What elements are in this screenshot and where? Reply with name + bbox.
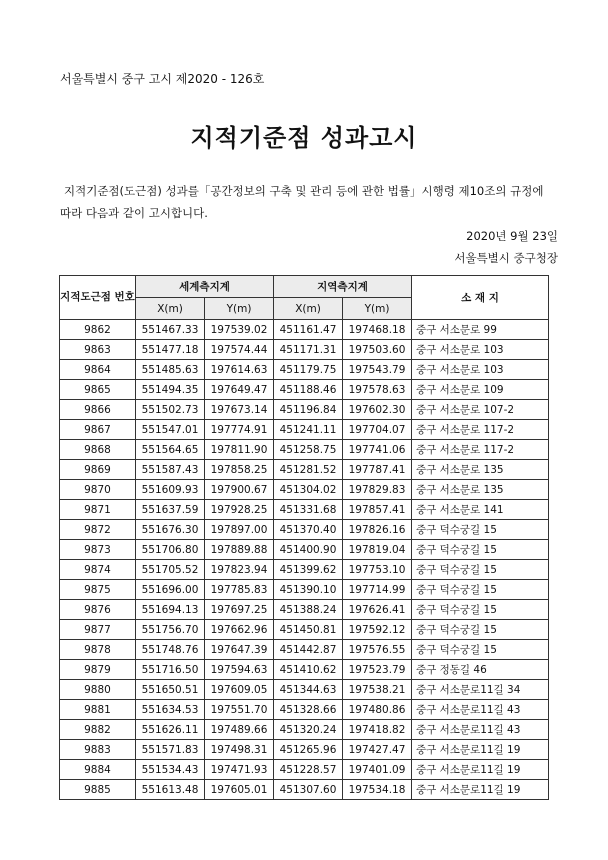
cell-local-y: 197714.99 xyxy=(343,580,412,600)
cell-local-x: 451370.40 xyxy=(274,520,343,540)
cell-local-y: 197787.41 xyxy=(343,460,412,480)
table-row xyxy=(60,600,549,620)
notice-number: 서울특별시 중구 고시 제2020 - 126호 xyxy=(60,72,265,86)
cell-world-x: 551626.11 xyxy=(136,720,205,740)
notice-date: 2020년 9월 23일 xyxy=(466,229,558,243)
cell-world-y: 197662.96 xyxy=(205,620,274,640)
cell-location: 중구 덕수궁길 15 xyxy=(412,620,549,640)
cell-point-number: 9878 xyxy=(60,640,136,660)
cell-point-number: 9869 xyxy=(60,460,136,480)
cell-point-number: 9862 xyxy=(60,320,136,340)
cell-local-x: 451328.66 xyxy=(274,700,343,720)
cell-world-y: 197823.94 xyxy=(205,560,274,580)
cell-point-number: 9881 xyxy=(60,700,136,720)
table-row xyxy=(60,480,549,500)
cell-world-y: 197897.00 xyxy=(205,520,274,540)
cell-location: 중구 서소문로 99 xyxy=(412,320,549,340)
cell-point-number: 9874 xyxy=(60,560,136,580)
cell-local-y: 197753.10 xyxy=(343,560,412,580)
cell-world-x: 551494.35 xyxy=(136,380,205,400)
cell-local-x: 451442.87 xyxy=(274,640,343,660)
cell-point-number: 9872 xyxy=(60,520,136,540)
cell-point-number: 9879 xyxy=(60,660,136,680)
cell-location: 중구 서소문로11길 19 xyxy=(412,760,549,780)
cell-local-x: 451450.81 xyxy=(274,620,343,640)
cell-world-x: 551477.18 xyxy=(136,340,205,360)
cell-point-number: 9882 xyxy=(60,720,136,740)
cell-local-y: 197602.30 xyxy=(343,400,412,420)
cell-point-number: 9867 xyxy=(60,420,136,440)
cell-location: 중구 덕수궁길 15 xyxy=(412,580,549,600)
cell-location: 중구 서소문로11길 19 xyxy=(412,780,549,800)
table-row xyxy=(60,700,549,720)
cell-world-y: 197649.47 xyxy=(205,380,274,400)
cell-world-y: 197605.01 xyxy=(205,780,274,800)
cell-location: 중구 서소문로 103 xyxy=(412,360,549,380)
cell-world-x: 551634.53 xyxy=(136,700,205,720)
header-world-geodetic-system: 세계측지계 xyxy=(136,276,274,298)
table-row xyxy=(60,560,549,580)
cell-location: 중구 정동길 46 xyxy=(412,660,549,680)
cell-world-y: 197889.88 xyxy=(205,540,274,560)
cell-location: 중구 덕수궁길 15 xyxy=(412,520,549,540)
cell-world-y: 197673.14 xyxy=(205,400,274,420)
cell-local-y: 197829.83 xyxy=(343,480,412,500)
cell-local-y: 197857.41 xyxy=(343,500,412,520)
cell-point-number: 9876 xyxy=(60,600,136,620)
cell-local-x: 451307.60 xyxy=(274,780,343,800)
cell-local-y: 197576.55 xyxy=(343,640,412,660)
cell-location: 중구 서소문로 135 xyxy=(412,460,549,480)
cell-world-y: 197471.93 xyxy=(205,760,274,780)
cell-location: 중구 서소문로11길 43 xyxy=(412,700,549,720)
cell-world-y: 197647.39 xyxy=(205,640,274,660)
cell-local-x: 451331.68 xyxy=(274,500,343,520)
cell-local-y: 197418.82 xyxy=(343,720,412,740)
cell-point-number: 9864 xyxy=(60,360,136,380)
header-local-geodetic-system: 지역측지계 xyxy=(274,276,412,298)
header-location: 소 재 지 xyxy=(412,276,549,320)
cell-local-x: 451400.90 xyxy=(274,540,343,560)
cell-local-x: 451188.46 xyxy=(274,380,343,400)
cell-local-x: 451281.52 xyxy=(274,460,343,480)
cell-local-y: 197741.06 xyxy=(343,440,412,460)
cell-world-x: 551485.63 xyxy=(136,360,205,380)
table-row xyxy=(60,740,549,760)
table-row xyxy=(60,760,549,780)
cell-point-number: 9885 xyxy=(60,780,136,800)
cell-world-y: 197614.63 xyxy=(205,360,274,380)
cell-local-y: 197578.63 xyxy=(343,380,412,400)
cell-local-y: 197592.12 xyxy=(343,620,412,640)
cell-local-x: 451304.02 xyxy=(274,480,343,500)
cell-local-x: 451171.31 xyxy=(274,340,343,360)
control-point-table xyxy=(59,275,549,800)
cell-location: 중구 서소문로 107-2 xyxy=(412,400,549,420)
cell-local-x: 451344.63 xyxy=(274,680,343,700)
table-row xyxy=(60,400,549,420)
header-local-y: Y(m) xyxy=(343,298,412,320)
table-row xyxy=(60,440,549,460)
table-row xyxy=(60,520,549,540)
cell-local-y: 197819.04 xyxy=(343,540,412,560)
cell-location: 중구 덕수궁길 15 xyxy=(412,640,549,660)
cell-world-y: 197785.83 xyxy=(205,580,274,600)
cell-world-x: 551564.65 xyxy=(136,440,205,460)
cell-local-x: 451410.62 xyxy=(274,660,343,680)
table-row xyxy=(60,680,549,700)
cell-local-x: 451258.75 xyxy=(274,440,343,460)
table-row xyxy=(60,380,549,400)
cell-point-number: 9863 xyxy=(60,340,136,360)
cell-local-x: 451265.96 xyxy=(274,740,343,760)
issuer-name: 서울특별시 중구청장 xyxy=(454,251,558,265)
table-row xyxy=(60,780,549,800)
cell-point-number: 9875 xyxy=(60,580,136,600)
cell-point-number: 9880 xyxy=(60,680,136,700)
cell-world-x: 551696.00 xyxy=(136,580,205,600)
cell-local-x: 451228.57 xyxy=(274,760,343,780)
cell-world-y: 197489.66 xyxy=(205,720,274,740)
cell-point-number: 9866 xyxy=(60,400,136,420)
cell-point-number: 9884 xyxy=(60,760,136,780)
table-row xyxy=(60,320,549,340)
cell-world-x: 551756.70 xyxy=(136,620,205,640)
cell-world-x: 551534.43 xyxy=(136,760,205,780)
table-header-row xyxy=(60,276,549,298)
table-row xyxy=(60,540,549,560)
cell-local-y: 197626.41 xyxy=(343,600,412,620)
cell-local-y: 197427.47 xyxy=(343,740,412,760)
cell-local-y: 197543.79 xyxy=(343,360,412,380)
notice-body-text: 지적기준점(도근점) 성과를「공간정보의 구축 및 관리 등에 관한 법률」시행령 제10조의 규정에 따라 다음과 같이 고시합니다. xyxy=(60,184,544,220)
table-row xyxy=(60,420,549,440)
cell-location: 중구 서소문로 109 xyxy=(412,380,549,400)
cell-world-x: 551609.93 xyxy=(136,480,205,500)
cell-location: 중구 덕수궁길 15 xyxy=(412,600,549,620)
cell-local-y: 197538.21 xyxy=(343,680,412,700)
cell-point-number: 9873 xyxy=(60,540,136,560)
cell-local-y: 197523.79 xyxy=(343,660,412,680)
cell-location: 중구 서소문로 135 xyxy=(412,480,549,500)
cell-local-x: 451390.10 xyxy=(274,580,343,600)
cell-world-x: 551547.01 xyxy=(136,420,205,440)
cell-local-x: 451196.84 xyxy=(274,400,343,420)
cell-location: 중구 서소문로 117-2 xyxy=(412,440,549,460)
header-world-y: Y(m) xyxy=(205,298,274,320)
cell-point-number: 9865 xyxy=(60,380,136,400)
cell-local-x: 451320.24 xyxy=(274,720,343,740)
cell-point-number: 9870 xyxy=(60,480,136,500)
cell-local-y: 197468.18 xyxy=(343,320,412,340)
cell-world-y: 197594.63 xyxy=(205,660,274,680)
cell-world-y: 197774.91 xyxy=(205,420,274,440)
table-row xyxy=(60,640,549,660)
cell-world-y: 197811.90 xyxy=(205,440,274,460)
cell-local-y: 197534.18 xyxy=(343,780,412,800)
cell-world-y: 197609.05 xyxy=(205,680,274,700)
cell-point-number: 9868 xyxy=(60,440,136,460)
cell-world-x: 551706.80 xyxy=(136,540,205,560)
cell-world-x: 551587.43 xyxy=(136,460,205,480)
cell-world-x: 551467.33 xyxy=(136,320,205,340)
header-point-number: 지적도근점 번호 xyxy=(60,276,136,320)
cell-world-y: 197539.02 xyxy=(205,320,274,340)
table-row xyxy=(60,340,549,360)
cell-local-y: 197480.86 xyxy=(343,700,412,720)
cell-local-x: 451241.11 xyxy=(274,420,343,440)
header-local-x: X(m) xyxy=(274,298,343,320)
cell-local-y: 197503.60 xyxy=(343,340,412,360)
cell-local-y: 197401.09 xyxy=(343,760,412,780)
table-row xyxy=(60,360,549,380)
cell-location: 중구 서소문로 103 xyxy=(412,340,549,360)
cell-local-x: 451399.62 xyxy=(274,560,343,580)
cell-world-x: 551502.73 xyxy=(136,400,205,420)
cell-world-x: 551694.13 xyxy=(136,600,205,620)
cell-world-y: 197498.31 xyxy=(205,740,274,760)
table-row xyxy=(60,660,549,680)
cell-local-y: 197704.07 xyxy=(343,420,412,440)
cell-world-y: 197858.25 xyxy=(205,460,274,480)
cell-location: 중구 덕수궁길 15 xyxy=(412,560,549,580)
cell-world-x: 551748.76 xyxy=(136,640,205,660)
cell-local-y: 197826.16 xyxy=(343,520,412,540)
table-row xyxy=(60,620,549,640)
cell-location: 중구 서소문로 117-2 xyxy=(412,420,549,440)
cell-world-x: 551637.59 xyxy=(136,500,205,520)
cell-world-x: 551571.83 xyxy=(136,740,205,760)
cell-world-y: 197551.70 xyxy=(205,700,274,720)
table-row xyxy=(60,500,549,520)
table-row xyxy=(60,720,549,740)
table-row xyxy=(60,460,549,480)
cell-location: 중구 덕수궁길 15 xyxy=(412,540,549,560)
cell-location: 중구 서소문로11길 19 xyxy=(412,740,549,760)
cell-point-number: 9883 xyxy=(60,740,136,760)
cell-world-x: 551716.50 xyxy=(136,660,205,680)
cell-local-x: 451388.24 xyxy=(274,600,343,620)
header-world-x: X(m) xyxy=(136,298,205,320)
cell-world-y: 197697.25 xyxy=(205,600,274,620)
cell-local-x: 451179.75 xyxy=(274,360,343,380)
cell-point-number: 9871 xyxy=(60,500,136,520)
cell-location: 중구 서소문로11길 34 xyxy=(412,680,549,700)
cell-world-y: 197928.25 xyxy=(205,500,274,520)
cell-world-y: 197900.67 xyxy=(205,480,274,500)
cell-world-x: 551650.51 xyxy=(136,680,205,700)
table-row xyxy=(60,580,549,600)
cell-world-x: 551613.48 xyxy=(136,780,205,800)
cell-location: 중구 서소문로11길 43 xyxy=(412,720,549,740)
cell-point-number: 9877 xyxy=(60,620,136,640)
cell-world-y: 197574.44 xyxy=(205,340,274,360)
cell-location: 중구 서소문로 141 xyxy=(412,500,549,520)
cell-world-x: 551676.30 xyxy=(136,520,205,540)
cell-world-x: 551705.52 xyxy=(136,560,205,580)
cell-local-x: 451161.47 xyxy=(274,320,343,340)
page-title: 지적기준점 성과고시 xyxy=(190,124,418,152)
